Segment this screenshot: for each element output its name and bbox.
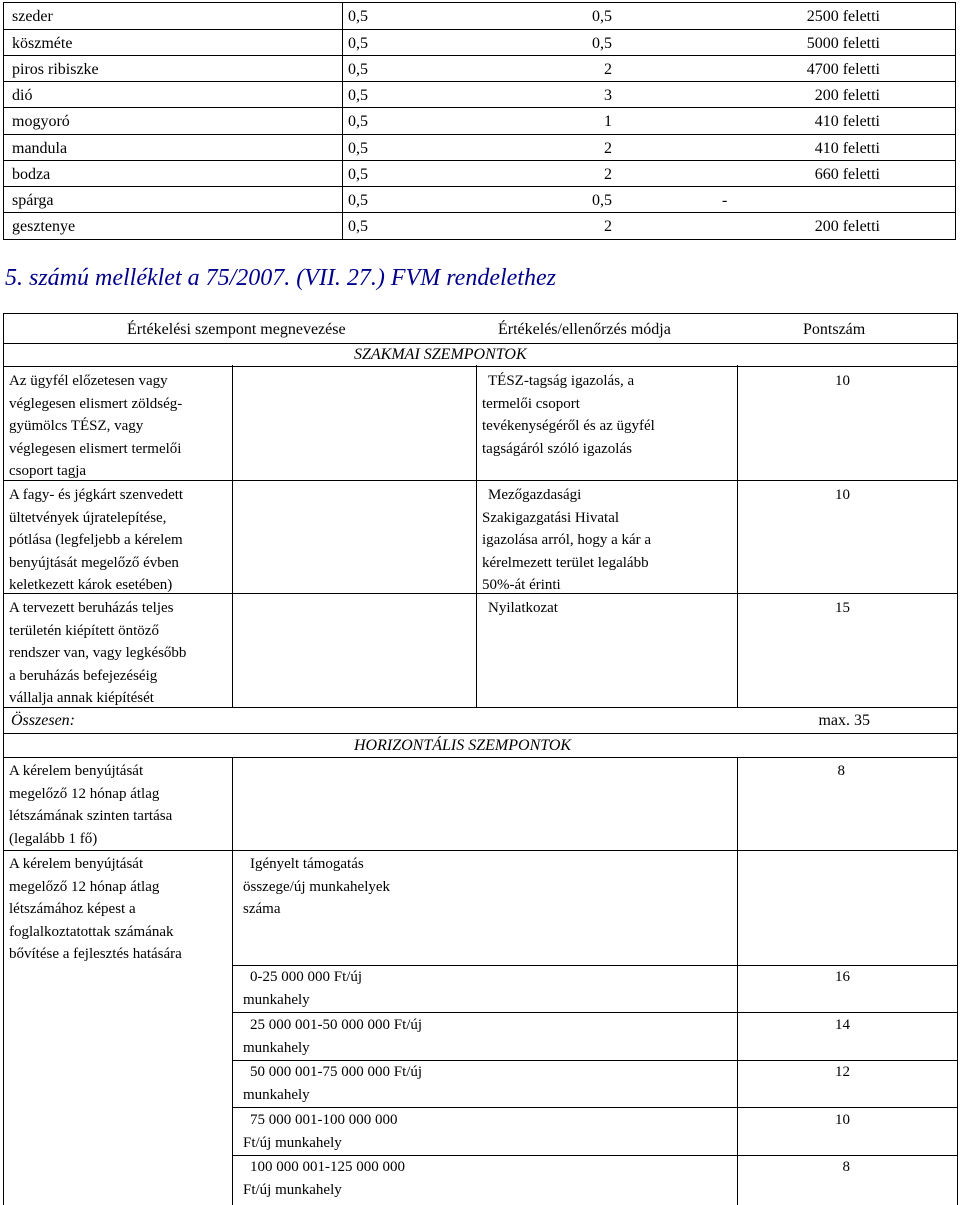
bracket-range-line: munkahely xyxy=(243,1039,310,1056)
top-row-value-3: 5000 feletti xyxy=(806,35,880,52)
bracket-range-line: munkahely xyxy=(243,1086,310,1103)
top-row-name: köszméte xyxy=(12,35,73,52)
top-row-value-2: 0,5 xyxy=(592,35,612,52)
bracket-range-line: 100 000 001-125 000 000 xyxy=(250,1159,405,1175)
criterion-line: véglegesen elismert zöldség- xyxy=(9,395,183,412)
section-title: 5. számú melléklet a 75/2007. (VII. 27.) FVM rendelethez xyxy=(5,265,556,291)
horizontal-criterion-line: (legalább 1 fő) xyxy=(9,830,98,847)
bracket-points: 14 xyxy=(835,1017,850,1033)
method-line: tevékenységéről és az ügyfél xyxy=(482,418,655,435)
points-value: 10 xyxy=(835,373,850,389)
top-row-value-1: 0,5 xyxy=(348,8,368,25)
criterion-line: vállalja annak kiépítését xyxy=(9,690,154,707)
bracket-points: 10 xyxy=(835,1112,850,1128)
top-row-value-3: - xyxy=(722,192,728,209)
criterion-line: csoport tagja xyxy=(9,463,87,480)
horizontal-criterion-line: A kérelem benyújtását xyxy=(9,856,144,872)
points-value: 15 xyxy=(835,600,850,616)
method-line: TÉSZ-tagság igazolás, a xyxy=(488,373,635,389)
criterion-line: gyümölcs TÉSZ, vagy xyxy=(9,418,144,435)
top-row-value-1: 0,5 xyxy=(348,218,368,235)
top-row-value-1: 0,5 xyxy=(348,87,368,104)
header-criterion: Értékelési szempont megnevezése xyxy=(127,321,346,338)
bracket-range-line: Ft/új munkahely xyxy=(243,1181,342,1198)
top-row-value-3: 2500 feletti xyxy=(806,8,880,25)
horizontal-criterion-line: létszámának szinten tartása xyxy=(9,808,173,825)
top-row-value-1: 0,5 xyxy=(348,166,368,183)
header-method: Értékelés/ellenőrzés módja xyxy=(498,321,671,338)
horizontal-points: 8 xyxy=(837,763,845,779)
top-row-value-3: 4700 feletti xyxy=(806,61,880,78)
horizontal-method-line: száma xyxy=(243,901,281,918)
method-line: 50%-át érinti xyxy=(482,577,561,594)
top-row-value-3: 410 feletti xyxy=(814,140,880,157)
horizontal-method-line: Igényelt támogatás xyxy=(250,856,364,872)
bracket-range-line: 0-25 000 000 Ft/új xyxy=(250,969,363,985)
horizontal-criterion-line: A kérelem benyújtását xyxy=(9,763,144,779)
top-row-value-3: 200 feletti xyxy=(814,87,880,104)
points-value: 10 xyxy=(835,487,850,503)
horizontal-criterion-line: bővítése a fejlesztés hatására xyxy=(9,946,182,963)
total-label: Összesen: xyxy=(11,712,75,729)
horizontal-criterion-line: létszámához képest a xyxy=(9,901,136,918)
criterion-line: ültetvények újratelepítése, xyxy=(9,509,167,526)
criterion-line: Az ügyfél előzetesen vagy xyxy=(9,373,168,389)
top-row-value-2: 0,5 xyxy=(592,192,612,209)
bracket-range-line: 25 000 001-50 000 000 Ft/új xyxy=(250,1017,423,1033)
top-row-value-1: 0,5 xyxy=(348,192,368,209)
top-row-value-1: 0,5 xyxy=(348,35,368,52)
top-row-value-2: 2 xyxy=(604,61,612,78)
method-line: Nyilatkozat xyxy=(488,600,558,616)
method-line: kérelmezett terület legalább xyxy=(482,554,649,571)
criterion-line: a beruházás befejezéséig xyxy=(9,667,158,684)
horizontal-method-line: összege/új munkahelyek xyxy=(243,878,391,895)
criterion-line: rendszer van, vagy legkésőbb xyxy=(9,645,187,662)
top-row-name: bodza xyxy=(12,166,51,183)
header-points: Pontszám xyxy=(803,321,866,338)
top-row-value-2: 2 xyxy=(604,218,612,235)
bracket-range-line: munkahely xyxy=(243,991,310,1008)
bracket-range-line: 75 000 001-100 000 000 xyxy=(250,1112,398,1128)
criterion-line: keletkezett károk esetében) xyxy=(9,577,173,594)
top-row-name: spárga xyxy=(12,192,54,209)
top-row-value-3: 410 feletti xyxy=(814,113,880,130)
bracket-points: 8 xyxy=(842,1159,850,1175)
horizontal-heading: HORIZONTÁLIS SZEMPONTOK xyxy=(354,737,572,754)
top-row-value-2: 0,5 xyxy=(592,8,612,25)
method-line: Mezőgazdasági xyxy=(488,487,582,503)
top-row-value-2: 3 xyxy=(604,87,612,104)
top-row-value-2: 2 xyxy=(604,166,612,183)
top-row-value-3: 200 feletti xyxy=(814,218,880,235)
criterion-line: területén kiépített öntöző xyxy=(9,622,159,639)
top-row-value-3: 660 feletti xyxy=(814,166,880,183)
professional-heading: SZAKMAI SZEMPONTOK xyxy=(354,346,527,363)
horizontal-criterion-line: megelőző 12 hónap átlag xyxy=(9,785,160,802)
total-value: max. 35 xyxy=(818,712,870,729)
top-row-value-2: 1 xyxy=(604,113,612,130)
top-row-name: szeder xyxy=(12,8,53,25)
criterion-line: pótlása (legfeljebb a kérelem xyxy=(9,532,183,549)
method-line: igazolása arról, hogy a kár a xyxy=(482,532,652,549)
top-row-name: mandula xyxy=(12,140,68,157)
bracket-points: 16 xyxy=(835,969,850,985)
criterion-line: A tervezett beruházás teljes xyxy=(9,600,174,616)
bracket-range-line: Ft/új munkahely xyxy=(243,1134,342,1151)
top-row-value-1: 0,5 xyxy=(348,113,368,130)
top-row-value-1: 0,5 xyxy=(348,61,368,78)
method-line: tagságáról szóló igazolás xyxy=(482,440,632,457)
horizontal-criterion-line: foglalkoztatottak számának xyxy=(9,923,174,940)
top-row-name: dió xyxy=(12,87,33,104)
top-row-name: piros ribiszke xyxy=(12,61,99,78)
top-row-value-1: 0,5 xyxy=(348,140,368,157)
top-row-value-2: 2 xyxy=(604,140,612,157)
criterion-line: véglegesen elismert termelői xyxy=(9,440,182,457)
bracket-points: 12 xyxy=(835,1064,850,1080)
criterion-line: A fagy- és jégkárt szenvedett xyxy=(9,487,184,503)
bracket-range-line: 50 000 001-75 000 000 Ft/új xyxy=(250,1064,423,1080)
top-row-name: gesztenye xyxy=(12,218,76,235)
method-line: termelői csoport xyxy=(482,395,580,412)
top-row-name: mogyoró xyxy=(12,113,70,130)
horizontal-criterion-line: megelőző 12 hónap átlag xyxy=(9,878,160,895)
criterion-line: benyújtását megelőző évben xyxy=(9,554,179,571)
method-line: Szakigazgatási Hivatal xyxy=(482,509,620,526)
